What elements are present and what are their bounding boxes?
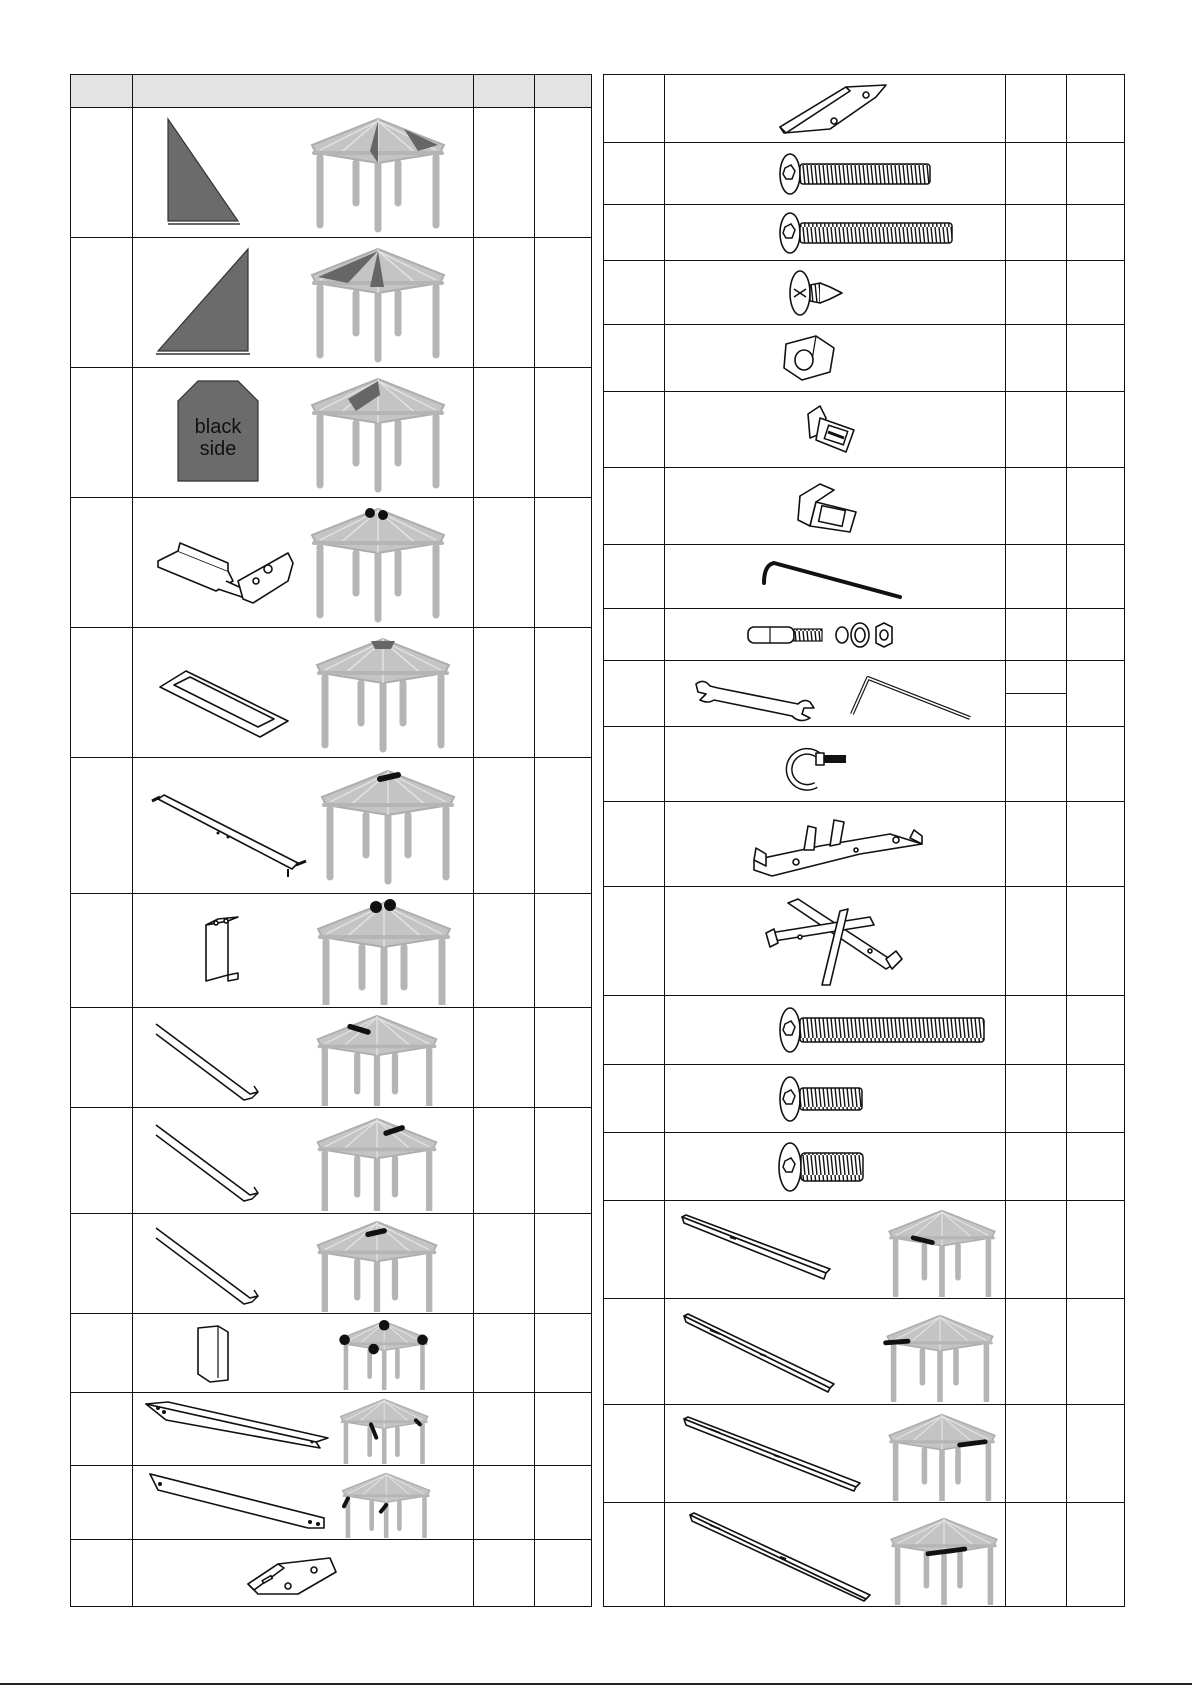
wrench-hex-key-illustration (670, 664, 1000, 724)
bolt-long-illustration (670, 207, 1000, 259)
beam-a-illustration (670, 1203, 1000, 1297)
table-row (604, 75, 1125, 143)
table-row (71, 368, 592, 498)
table-row (604, 1133, 1125, 1201)
table-row (604, 545, 1125, 609)
triangle-panel-left-illustration (138, 241, 468, 365)
table-row (71, 1393, 592, 1466)
hip-rafter-illustration (138, 761, 468, 891)
table-row (71, 1008, 592, 1108)
table-row (604, 143, 1125, 205)
roof-top-bracket-illustration (138, 501, 468, 625)
table-header (71, 75, 592, 108)
header-cell (474, 75, 535, 108)
triangle-panel-right-illustration (138, 111, 468, 235)
header-cell (71, 75, 133, 108)
ground-stake-illustration (670, 547, 1000, 607)
table-row (71, 758, 592, 894)
end-plug-b-illustration (670, 470, 1000, 542)
parts-table-left (70, 74, 592, 1607)
top-panel-illustration (138, 371, 468, 495)
top-panel-label-line2: side (199, 437, 237, 460)
angle-plate-illustration (670, 77, 1000, 141)
bolt-short-illustration (670, 1067, 1000, 1131)
table-row (604, 802, 1125, 887)
self-tapping-screw-illustration (670, 263, 1000, 323)
table-row (71, 1540, 592, 1607)
table-row (71, 1214, 592, 1314)
table-row (604, 1405, 1125, 1503)
table-row (71, 628, 592, 758)
roof-channel-c-illustration (138, 1216, 468, 1312)
bolt-extra-long-illustration (670, 998, 1000, 1062)
table-row (604, 1299, 1125, 1405)
table-row (604, 261, 1125, 325)
bolt-medium-illustration (670, 145, 1000, 203)
header-cell (535, 75, 592, 108)
brace-a-illustration (138, 1394, 468, 1464)
header-cell (133, 75, 474, 108)
top-panel-label-line1: black (194, 415, 242, 438)
table-row (71, 238, 592, 368)
connector-plate-illustration (670, 804, 1000, 884)
parts-table-right (603, 74, 1125, 1607)
top-cap-illustration (138, 631, 468, 755)
table-row (604, 392, 1125, 468)
brace-b-illustration (138, 1468, 468, 1538)
table-row (604, 887, 1125, 996)
table-row (71, 1466, 592, 1540)
cross-connector-illustration (670, 889, 1000, 993)
roof-channel-b-illustration (138, 1111, 468, 1211)
table-row (71, 498, 592, 628)
table-row (604, 468, 1125, 545)
roof-channel-a-illustration (138, 1010, 468, 1106)
angle-plate-illustration (138, 1542, 468, 1604)
beam-d-illustration (670, 1505, 1000, 1605)
anchor-bolt-set-illustration (670, 611, 1000, 659)
table-row (604, 1201, 1125, 1299)
connector-bracket-illustration (138, 897, 468, 1005)
table-row (604, 205, 1125, 261)
table-row (604, 661, 1125, 694)
table-row (71, 894, 592, 1008)
table-row (604, 996, 1125, 1065)
table-row (604, 1065, 1125, 1133)
table-row (604, 727, 1125, 802)
table-row (71, 1108, 592, 1214)
table-row (604, 609, 1125, 661)
table-row (604, 1503, 1125, 1607)
hook-illustration (670, 729, 1000, 799)
table-row (71, 108, 592, 238)
table-row (604, 325, 1125, 392)
beam-b-illustration (670, 1302, 1000, 1402)
end-plug-a-illustration (670, 394, 1000, 466)
beam-c-illustration (670, 1407, 1000, 1501)
table-row (71, 1314, 592, 1393)
bolt-short-thick-illustration (670, 1135, 1000, 1199)
hex-nut-illustration (670, 326, 1000, 390)
corner-cover-illustration (138, 1316, 468, 1390)
